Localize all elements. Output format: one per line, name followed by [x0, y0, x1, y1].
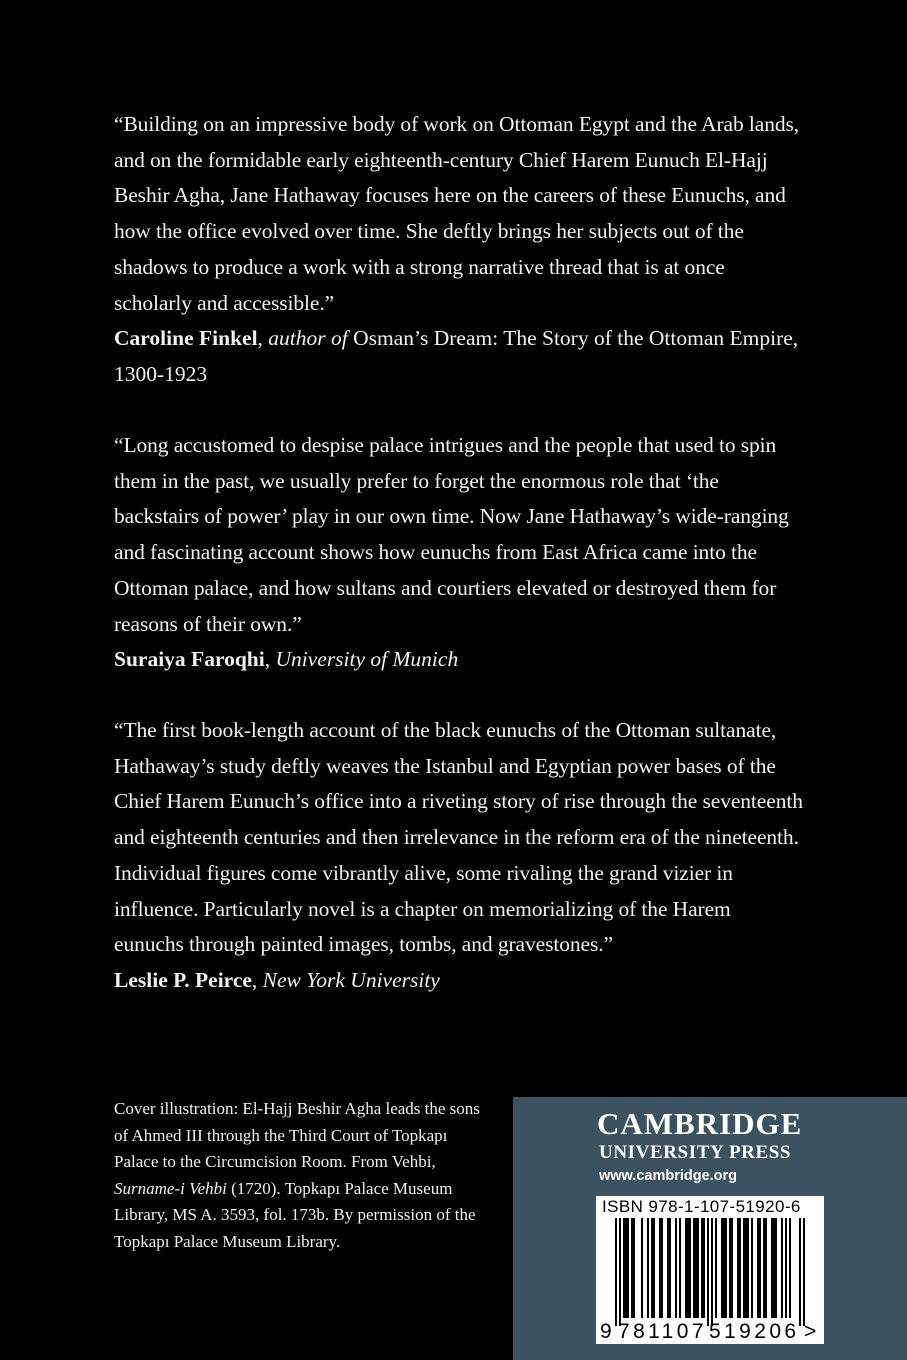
barcode-bar — [627, 1218, 629, 1318]
barcode-bar — [693, 1218, 695, 1318]
isbn-label: ISBN 978-1-107-51920-6 — [602, 1197, 801, 1216]
endorsement-1 — [114, 107, 804, 393]
barcode-bar — [721, 1218, 723, 1318]
barcode-bar — [789, 1218, 791, 1318]
barcode-bar — [685, 1218, 687, 1318]
barcode-bar — [647, 1218, 649, 1318]
endorser-name: Leslie P. Peirce — [114, 967, 252, 992]
endorser-name: Caroline Finkel — [114, 326, 258, 351]
barcode-bar — [669, 1218, 671, 1318]
barcode-bar — [701, 1218, 703, 1318]
barcode-bar — [725, 1218, 727, 1318]
caption-work-title: Surname-i Vehbi — [114, 1178, 227, 1198]
barcode-bar — [739, 1218, 741, 1318]
barcode-bar — [785, 1218, 787, 1318]
barcode-bar — [623, 1218, 625, 1318]
barcode-bar — [747, 1218, 749, 1318]
barcode-bar — [633, 1218, 635, 1318]
barcode-bar — [687, 1218, 689, 1318]
endorser-name: Suraiya Faroqhi — [114, 647, 265, 672]
barcode-bar — [731, 1218, 733, 1318]
barcode-bar — [641, 1218, 643, 1318]
endorsement-quote: “Long accustomed to despise palace intrigues and the people that used to spin them in the past, we usually prefer to forget the enormous role that ‘the backstairs of power’ play in our own time. Now Jane Hathaway’s wide-ranging and fascinating account shows how eunuchs from East Africa came into the Ottoman palace, and how sultans and courtiers elevated or destroyed them for reasons of their own.” — [114, 433, 789, 636]
endorser-role: author of — [268, 326, 348, 351]
publisher-name: CAMBRIDGE — [597, 1106, 803, 1141]
barcode-bar — [799, 1218, 801, 1326]
barcode-bar — [651, 1218, 653, 1318]
barcode-bar — [729, 1218, 731, 1318]
barcode-bar — [695, 1218, 697, 1318]
barcode-bar — [707, 1218, 709, 1326]
endorsement-attribution: Caroline Finkel, author of Osman’s Dream: The Story of the Ottoman Empire, 1300-1923 — [114, 326, 799, 386]
endorsement-quote: “The first book-length account of the black eunuchs of the Ottoman sultanate, Hathaway’s study deftly weaves the Istanbul and Egyptian power bases of the Chief Harem Eunuch’s office into a riveting story of rise through the seventeenth and eighteenth centuries and then irrelevance in the reform era of the nineteenth. Individual figures come vibrantly alive, some rivaling the grand vizier in influence. Particularly novel is a chapter on memorializing of the Harem eunuchs through painted images, tombs, and gravestones.” — [114, 718, 803, 957]
barcode-bar — [625, 1218, 627, 1318]
endorsement-3 — [114, 713, 804, 999]
barcode-bar — [759, 1218, 761, 1318]
barcode-bar — [765, 1218, 767, 1318]
cover-illustration-caption: Cover illustration: El-Hajj Beshir Agha leads the sons of Ahmed III through the Third Court of Topkapı Palace to the Circumcision Room. From Vehbi, Surname-i Vehbi (1720). Topkapı Palace Museum Library, MS A. 3593, fol. 173b. By permission of the Topkapı Palace Museum Library. — [114, 1099, 480, 1251]
endorser-affiliation: University of Munich — [275, 647, 459, 672]
endorsement-2 — [114, 428, 804, 678]
barcode-bar — [773, 1218, 775, 1318]
barcode-bar — [619, 1218, 621, 1326]
barcode-bar — [679, 1218, 681, 1318]
publisher-website: www.cambridge.org — [599, 1168, 738, 1184]
publisher-subtitle: UNIVERSITY PRESS — [599, 1142, 792, 1163]
barcode-bar — [689, 1218, 691, 1318]
barcode-bar — [743, 1218, 745, 1318]
barcode-lead-digit: 9 — [600, 1320, 612, 1343]
barcode-bar — [661, 1218, 663, 1318]
barcode-bar — [781, 1218, 783, 1318]
endorser-affiliation: New York University — [262, 967, 440, 992]
barcode-bar — [745, 1218, 747, 1318]
barcode-bar — [667, 1218, 669, 1318]
barcode-bar — [659, 1218, 661, 1318]
barcode-bar — [775, 1218, 777, 1318]
publisher-panel — [513, 1097, 907, 1360]
barcode-bar — [803, 1218, 805, 1326]
barcode-digit-group-left: 781107 — [618, 1320, 707, 1343]
endorsement-attribution: Suraiya Faroqhi, University of Munich — [114, 647, 459, 672]
endorsement-attribution: Leslie P. Peirce, New York University — [114, 967, 440, 992]
barcode-bar — [757, 1218, 759, 1318]
barcode-bar — [675, 1218, 677, 1318]
barcode-bar — [653, 1218, 655, 1318]
barcode-bar — [763, 1218, 765, 1318]
endorsement-quote: “Building on an impressive body of work on Ottoman Egypt and the Arab lands, and on the formidable early eighteenth-century Chief Harem Eunuch El-Hajj Beshir Agha, Jane Hathaway focuses here on the careers of these Eunuchs, and how the office evolved over time. She deftly brings her subjects out of the shadows to produce a work with a strong narrative thread that is at once scholarly and accessible.” — [114, 112, 800, 315]
barcode-bar — [751, 1218, 753, 1318]
barcode-area — [596, 1196, 824, 1344]
barcode-bar — [711, 1218, 713, 1326]
barcode-bar — [715, 1218, 717, 1318]
barcode-bar — [615, 1218, 617, 1326]
barcode-bar — [771, 1218, 773, 1318]
barcode-bar — [723, 1218, 725, 1318]
barcode-bar — [631, 1218, 633, 1318]
barcode-bar — [737, 1218, 739, 1318]
barcode-quiet-zone-marker: > — [804, 1320, 817, 1343]
barcode-bar — [697, 1218, 699, 1318]
barcode-image — [596, 1218, 824, 1326]
endorser-work: Osman’s Dream: The Story of the Ottoman Empire, 1300-1923 — [114, 326, 799, 386]
barcode-digit-group-right: 519206 — [709, 1320, 800, 1343]
barcode-bar — [703, 1218, 705, 1318]
